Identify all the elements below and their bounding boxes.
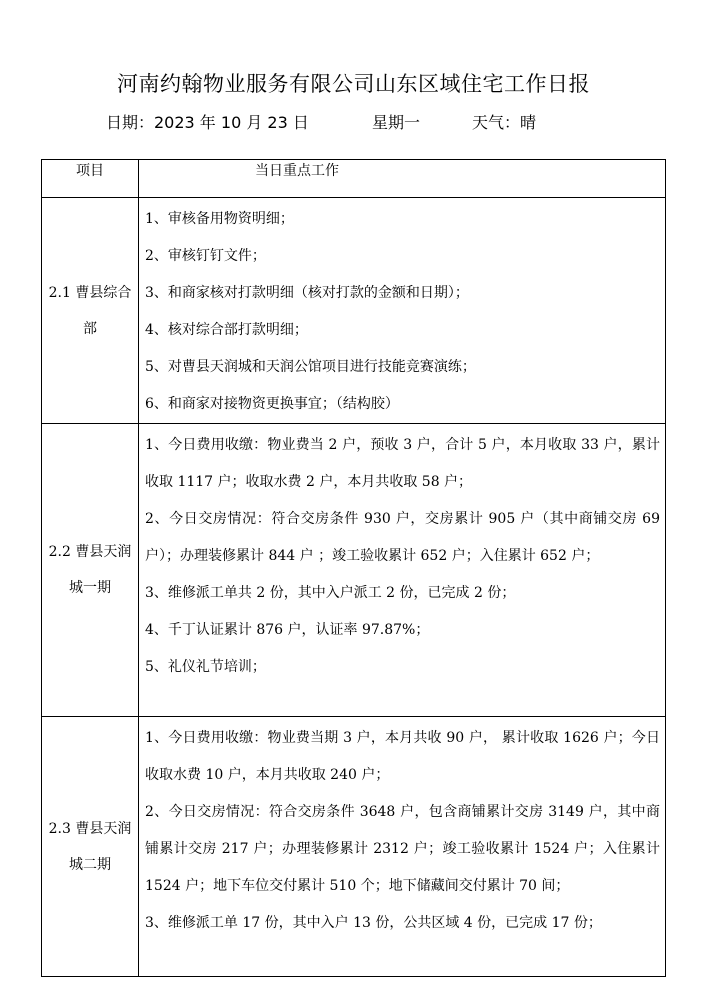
daily-work-table — [41, 159, 666, 977]
report-weekday: 星期一 — [372, 113, 421, 132]
section-items — [139, 717, 666, 977]
report-title: 河南约翰物业服务有限公司山东区域住宅工作日报 — [117, 72, 590, 96]
report-date: 日期：2023 年 10 月 23 日 — [106, 113, 309, 132]
table-row — [42, 424, 666, 717]
section-label: 2.1 曹县综合部 — [42, 198, 139, 424]
list-item: 1、今日费用收缴：物业费当 2 户，预收 3 户，合计 5 户，本月收取 33 户，累计收取 1117 户；收取水费 2 户，本月共收取 58 户； — [145, 437, 660, 490]
column-header-project: 项目 — [42, 160, 139, 198]
list-item: 1、今日费用收缴：物业费当期 3 户，本月共收 90 户， 累计收取 1626 户；今日收取水费 10 户，本月共收取 240 户； — [145, 730, 660, 783]
report-weather: 天气：晴 — [472, 113, 537, 132]
list-item: 3、维修派工单 17 份，其中入户 13 份，公共区域 4 份，已完成 17 份； — [145, 915, 602, 931]
section-items — [139, 424, 666, 717]
list-item: 2、审核钉钉文件； — [145, 248, 266, 264]
section-items — [139, 198, 666, 424]
list-item: 1、审核备用物资明细； — [145, 211, 294, 227]
column-header-key-work: 当日重点工作 — [139, 160, 666, 198]
table-row — [42, 198, 666, 424]
report-meta — [0, 110, 707, 134]
table-row — [42, 717, 666, 977]
list-item: 3、维修派工单共 2 份，其中入户派工 2 份，已完成 2 份； — [145, 585, 516, 601]
list-item: 2、今日交房情况：符合交房条件 3648 户，包含商铺累计交房 3149 户，其中商铺累计交房 217 户；办理装修累计 2312 户；竣工验收累计 1524 户；入住累计 1524 户；地下车位交付累计 510 个；地下储藏间交付累计 70 间； — [145, 804, 660, 894]
list-item: 4、核对综合部打款明细； — [145, 322, 308, 338]
list-item: 3、和商家核对打款明细（核对打款的金额和日期）； — [145, 285, 469, 301]
list-item: 5、礼仪礼节培训； — [145, 659, 266, 675]
section-label: 2.2 曹县天润城一期 — [42, 424, 139, 717]
list-item: 2、今日交房情况：符合交房条件 930 户，交房累计 905 户（其中商铺交房 69 户）；办理装修累计 844 户 ；竣工验收累计 652 户；入住累计 652 户； — [145, 511, 660, 564]
list-item: 6、和商家对接物资更换事宜；（结构胶） — [145, 396, 399, 412]
table-header-row — [42, 160, 666, 198]
list-item: 4、千丁认证累计 876 户，认证率 97.87%； — [145, 622, 430, 638]
section-label: 2.3 曹县天润城二期 — [42, 717, 139, 977]
list-item: 5、对曹县天润城和天润公馆项目进行技能竞赛演练； — [145, 359, 476, 375]
